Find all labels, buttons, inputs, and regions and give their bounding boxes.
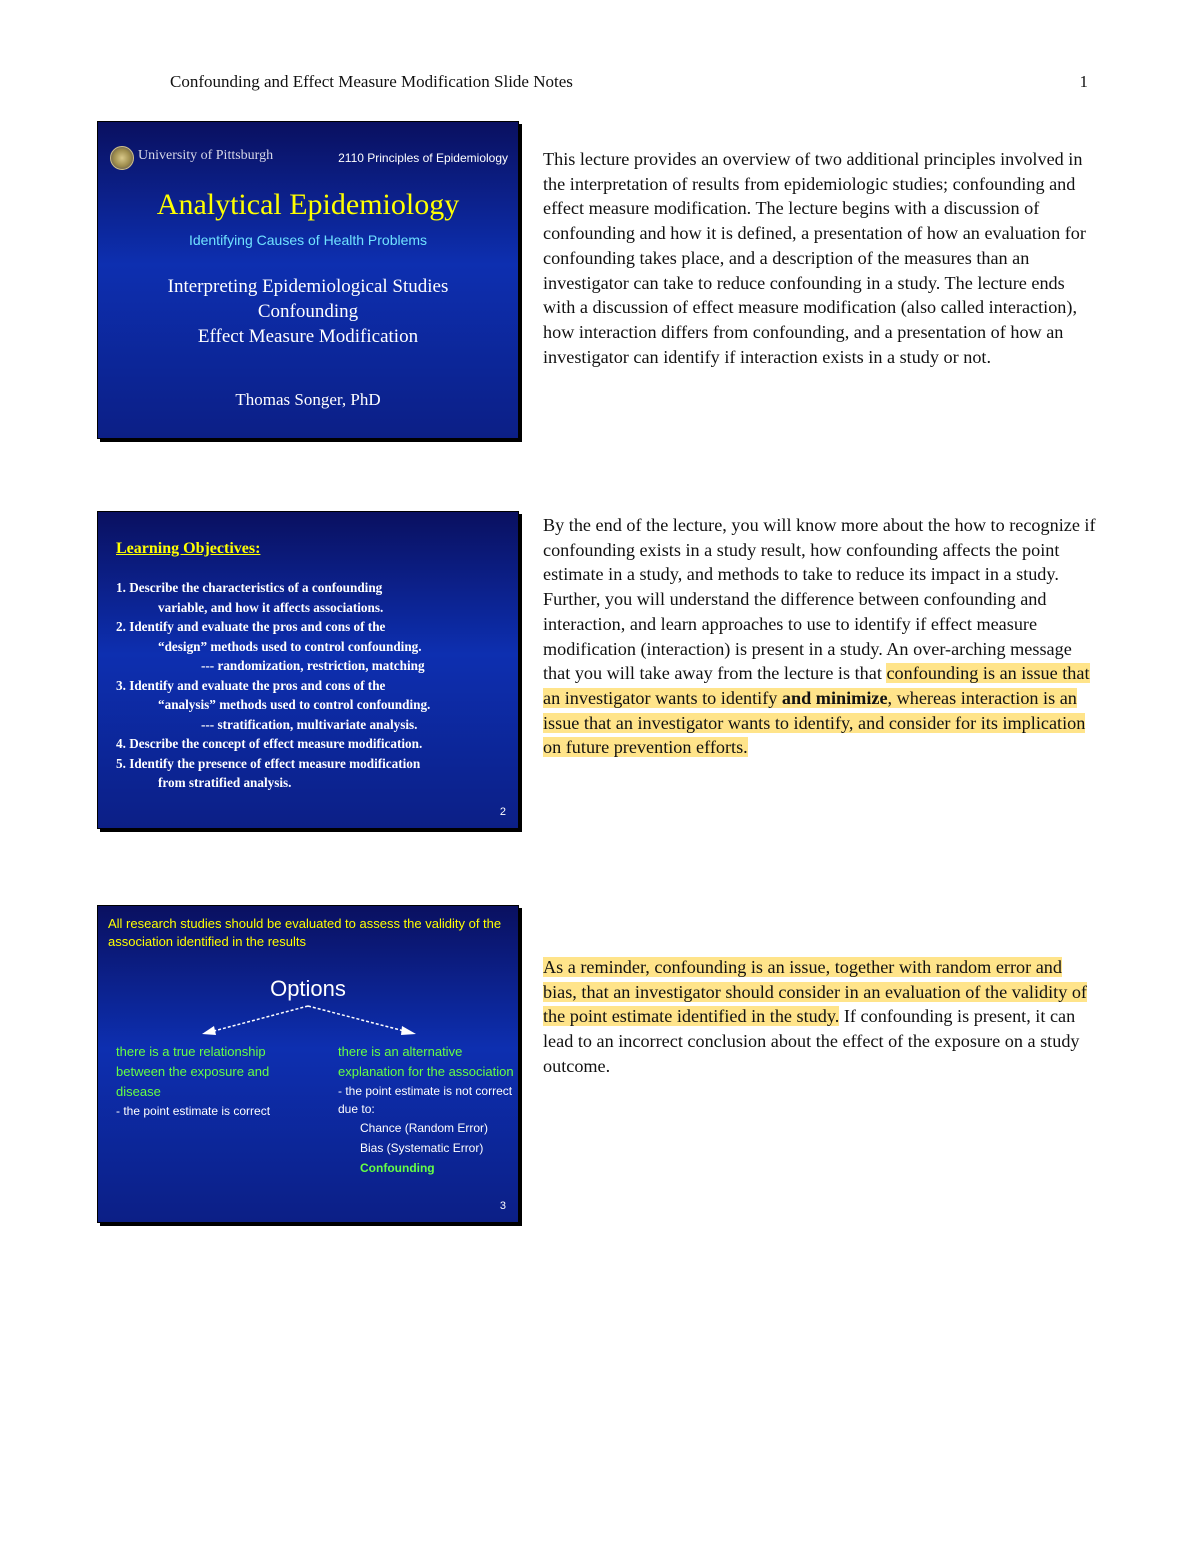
slide-1-note: This lecture provides an overview of two additional principles involved in the interpretation of results from epidemiologic studies; confounding and effect measure modification. The lecture begins with a discussion of confounding and how it is defined, a presentation of how an evaluation for confounding takes place, and a description of the measures than an investigator can take to reduce confounding in a study. The lecture ends with a discussion of effect measure modification (also called interaction), how interaction differs from confounding, and a presentation of how an investigator can identify if interaction exists in a study or not. [543, 149, 1086, 367]
highlighted-bold-text: and minimize [781, 687, 888, 708]
slide-1-topbar [110, 146, 508, 170]
learning-objectives-title: Learning Objectives: [116, 540, 261, 557]
slide-3-note [543, 955, 1099, 1079]
slide-number: 2 [499, 806, 506, 818]
slide-1 [97, 121, 519, 439]
page-header [170, 72, 1088, 96]
objective-line: --- stratification, multivariate analysis. [201, 716, 418, 732]
slide-1-topics [98, 274, 518, 349]
note-text: If confounding is present, it can lead to an incorrect conclusion about the effect of the exposure on a study outcome. [543, 1006, 1080, 1076]
objective-line: 1. Describe the characteristics of a confounding [116, 580, 383, 595]
objective-line: 2. Identify and evaluate the pros and cons of the [116, 619, 386, 634]
slide-2 [97, 511, 519, 829]
objective-line: 5. Identify the presence of effect measure modification [116, 755, 421, 771]
header-title: Confounding and Effect Measure Modification Slide Notes [170, 72, 573, 91]
objective-line: 4. Describe the concept of effect measure modification. [116, 736, 423, 751]
highlighted-text: As a reminder, confounding is an issue, together with random error and bias, that an investigator should consider in an evaluation of the validity of the point estimate identified in the study. [543, 957, 1087, 1027]
objective-line: “design” methods used to control confounding. [158, 638, 422, 654]
slide-1-subtitle: Identifying Causes of Health Problems [188, 232, 428, 248]
highlighted-text: confounding is an issue that an investigator wants to identify [543, 663, 1090, 708]
note-text: By the end of the lecture, you will know more about the how to recognize if confounding exists in a study result, how confounding affects the point estimate in a study, and methods to take to reduce its impact in a study. Further, you will understand the difference between confounding and interaction, and learn approaches to use to identify if effect measure modification (interaction) is present in a study. An over-arching message that you will take away from the lecture is that [543, 515, 1096, 684]
slide-3 [97, 905, 519, 1223]
objective-line: 3. Identify and evaluate the pros and cons of the [116, 677, 386, 693]
branch-arrows-icon [98, 1002, 518, 1042]
slide-1-title: Analytical Epidemiology [156, 188, 460, 221]
option-right-heading: there is an alternative explanation for the association [338, 1044, 514, 1079]
topic-line: Effect Measure Modification [197, 326, 419, 347]
objective-line: “analysis” methods used to control confounding. [158, 697, 431, 712]
course-name: 2110 Principles of Epidemiology [338, 151, 508, 165]
university-name: University of Pittsburgh [138, 148, 274, 163]
learning-objectives-list [116, 578, 512, 793]
option-alternative-explanation [338, 1042, 514, 1178]
options-heading: Options [270, 976, 346, 1001]
objective-line: --- randomization, restriction, matching [201, 658, 425, 673]
topic-line: Interpreting Epidemiological Studies [167, 276, 449, 297]
slide-2-note [543, 513, 1099, 760]
option-left-point: - the point estimate is correct [116, 1104, 271, 1118]
option-true-relationship [116, 1042, 306, 1120]
university-seal-icon [110, 146, 134, 170]
page-number: 1 [1079, 72, 1088, 91]
slide-1-author: Thomas Songer, PhD [235, 390, 381, 409]
objective-line: variable, and how it affects associations. [158, 599, 384, 615]
highlighted-text: , whereas interaction is an issue that an investigator wants to identify, and consider for its implication on future prevention efforts. [543, 687, 1086, 758]
slide-number: 3 [499, 1200, 506, 1212]
option-left-heading: there is a true relationship between the exposure and disease [116, 1044, 270, 1099]
alternative-item: Chance (Random Error) [360, 1121, 489, 1135]
topic-line: Confounding [257, 301, 359, 322]
slide-3-intro: All research studies should be evaluated to assess the validity of the association identified in the results [108, 916, 502, 949]
alternative-item: Confounding [360, 1161, 435, 1175]
alternative-item: Bias (Systematic Error) [360, 1141, 484, 1155]
objective-line: from stratified analysis. [158, 775, 292, 790]
option-right-point: - the point estimate is not correct due to: [338, 1084, 513, 1116]
